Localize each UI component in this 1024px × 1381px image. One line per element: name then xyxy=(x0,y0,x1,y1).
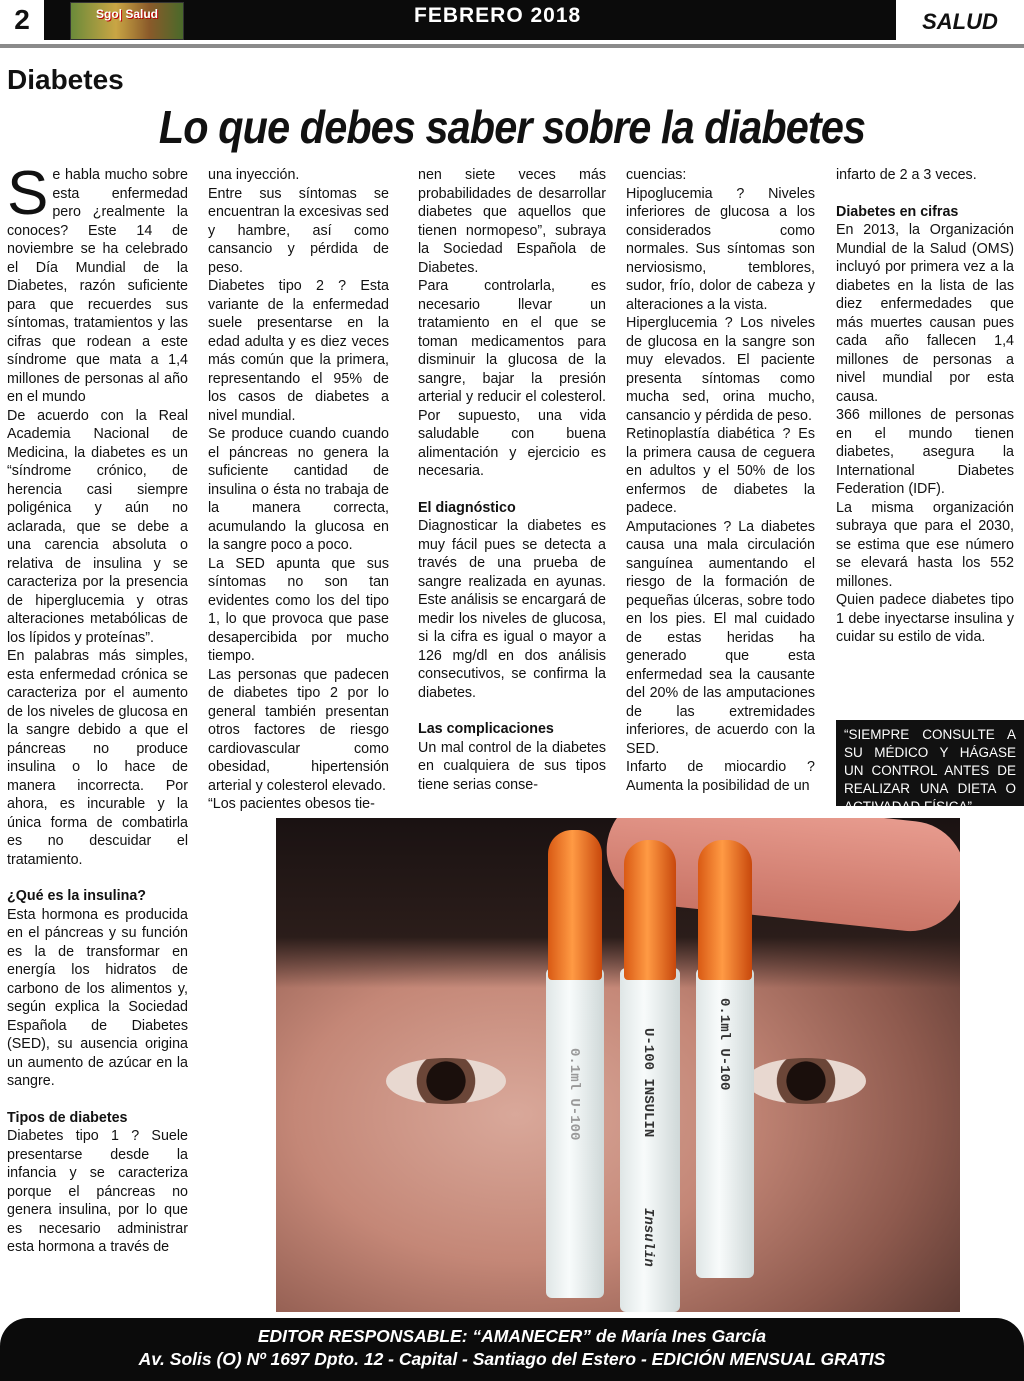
pull-quote: “SIEMPRE CONSULTE A SU MÉDICO Y HÁGASE UN CONTROL ANTES DE REALIZAR UNA DIETA O ACTIVADAD FÍSICA” xyxy=(836,720,1024,806)
syringe-label: Insulin xyxy=(640,1208,656,1267)
article-column-1 xyxy=(7,159,188,1257)
paragraph: En 2013, la Organización Mundial de la Salud (OMS) incluyó por primera vez a la diabetes en la lista de las diez enfermedades que más muertes causan pues cada año fallecen 1,4 millones de personas a nivel mundial por esta causa. xyxy=(836,222,1014,405)
footer-editor: EDITOR RESPONSABLE: “AMANECER” de María Ines García xyxy=(257,1326,767,1346)
syringe-1 xyxy=(546,968,604,1298)
paragraph: Retinoplastía diabética ? Es la primera causa de ceguera en adultos y el 50% de los enfermos de diabetes la padece. xyxy=(626,426,815,516)
paragraph: nen siete veces más probabilidades de desarrollar diabetes que aquellos que tienen normopeso”, subraya la Sociedad Española de Diabetes. xyxy=(418,167,606,276)
paragraph: Un mal control de la diabetes en cualquiera de sus tipos tiene serias conse- xyxy=(418,739,606,793)
article-column-3 xyxy=(418,166,606,794)
paragraph: Las personas que padecen de diabetes tipo 2 por lo general también presentan otros factores de riesgo cardiovascular como obesidad, hipertensión arterial y colesterol elevado. xyxy=(208,666,389,794)
syringe-2 xyxy=(620,968,680,1312)
paragraph: En palabras más simples, esta enfermedad crónica se caracteriza por el aumento de los niveles de glucosa en la sangre debido a que el páncreas no produce insulina o lo hace de manera incorrecta. Por ahora, es incurable y la única forma de combatirla es no descuidar el tratamiento. xyxy=(7,648,188,868)
article-column-4 xyxy=(626,166,815,795)
paragraph: Se habla mucho sobre esta enfermedad pero ¿realmente la conoces? Este 14 de noviembre se ha celebrado el Día Mundial de la Diabetes, razón suficiente para que recuerdes sus síntomas, tratamientos y las cifras que rodean a este síndrome que mata a 1,4 millones de personas al año en el mundo xyxy=(7,159,188,405)
paragraph: Amputaciones ? La diabetes causa una mala circulación sanguínea aumentando el riesgo de la formación de pequeñas úlceras, sobre todo en los pies. El mal cuidado de estas heridas ha generado que esta enfermedad sea la causante del 20% de las amputaciones de las extremidades inferiores, de acuerdo con la SED. xyxy=(626,518,815,757)
paragraph: La misma organización subraya que para el 2030, se estima que ese número se elevará hasta los 552 millones. xyxy=(836,499,1014,590)
article-column-2 xyxy=(208,166,389,814)
paragraph: 366 millones de personas en el mundo tienen diabetes, asegura la International Diabetes Federation (IDF). xyxy=(836,407,1014,497)
subheading: Las complicaciones xyxy=(418,721,554,737)
paragraph: “Los pacientes obesos tie- xyxy=(208,796,375,812)
paragraph: Diabetes tipo 2 ? Esta variante de la enfermedad suele presentarse en la edad adulta y es diez veces más común que la primera, representando el 95% de los casos de diabetes a nivel mundial. xyxy=(208,278,389,424)
syringe-label: 0.1ml U-100 xyxy=(716,998,732,1091)
section-label: SALUD xyxy=(896,0,1024,40)
paragraph: La SED apunta que sus síntomas no son tan evidentes como los del tipo 1, lo que provoca que pase desapercibida por mucho tiempo. xyxy=(208,555,389,664)
article-photo xyxy=(276,818,960,1312)
article-kicker: Diabetes xyxy=(7,64,124,95)
photo-eye-right xyxy=(746,1058,866,1104)
paragraph: Infarto de miocardio ? Aumenta la posibilidad de un xyxy=(626,759,815,794)
paragraph: Diagnosticar la diabetes es muy fácil pues se detecta a través de una prueba de sangre realizada en ayunas. Este análisis se encargará de medir los niveles de glucosa, si la cifra es igual o mayor a 126 mg/dl en dos análisis consecutivos, se confirma la diabetes. xyxy=(418,518,606,701)
subheading: ¿Qué es la insulina? xyxy=(7,888,147,904)
drop-cap: S xyxy=(7,159,49,228)
syringe-3 xyxy=(696,968,754,1278)
photo-eye-left xyxy=(386,1058,506,1104)
logo-text: Sgo| Salud xyxy=(95,7,159,21)
paragraph: Para controlarla, es necesario llevar un tratamiento en el que se toman medicamentos para disminuir la glucosa de la sangre, bajar la presión arterial y reducir el colesterol. Por supuesto, una vida saludable con buena alimentación y ejercicio es necesaria. xyxy=(418,278,606,479)
page-header xyxy=(0,0,1024,40)
issue-date: FEBRERO 2018 xyxy=(414,4,582,27)
article-headline: Lo que debes saber sobre la diabetes xyxy=(158,101,866,153)
paragraph: una inyección. xyxy=(208,167,300,183)
paragraph: Hiperglucemia ? Los niveles de glucosa en la sangre son muy elevados. El paciente presenta síntomas como mucha sed, orina mucho, cansancio y pérdida de peso. xyxy=(626,315,815,424)
footer-address: Av. Solis (O) Nº 1697 Dpto. 12 - Capital - Santiago del Estero - EDICIÓN MENSUAL GRATIS xyxy=(138,1349,886,1369)
article-column-5 xyxy=(836,166,1014,647)
syringe-cap-2 xyxy=(624,840,676,980)
page-number: 2 xyxy=(0,0,44,40)
header-divider xyxy=(0,44,1024,48)
syringe-cap-1 xyxy=(548,830,602,980)
publication-logo xyxy=(70,2,184,40)
paragraph: cuencias: xyxy=(626,167,687,183)
syringe-cap-3 xyxy=(698,840,752,980)
syringe-label: 0.1ml U-100 xyxy=(566,1048,582,1141)
paragraph: Se produce cuando cuando el páncreas no genera la suficiente cantidad de insulina o ésta no trabaja de la manera correcta, acumulando la glucosa en la sangre poco a poco. xyxy=(208,426,389,553)
paragraph: Esta hormona es producida en el páncreas y su función es la de transformar en energía los hidratos de carbono de los alimentos y, según explica la Sociedad Española de Diabetes (SED), su ausencia origina un aumento de azúcar en la sangre. xyxy=(7,906,188,1089)
paragraph: Quien padece diabetes tipo 1 debe inyectarse insulina y cuidar su estilo de vida. xyxy=(836,592,1014,645)
syringe-label: U-100 INSULIN xyxy=(640,1028,656,1138)
subheading: El diagnóstico xyxy=(418,499,516,516)
page-footer xyxy=(0,1318,1024,1381)
paragraph: Entre sus síntomas se encuentran la excesivas sed y hambre, así como cansancio y pérdida de peso. xyxy=(208,185,389,276)
paragraph: De acuerdo con la Real Academia Nacional de Medicina, la diabetes es un “síndrome crónico, de herencia casi siempre poligénica y aún no aclarada, que se debe a una carencia absoluta o relativa de insulina y se caracteriza por la presencia de hiperglucemia y otras alteraciones metabólicas de los lípidos y proteínas”. xyxy=(7,407,188,646)
paragraph: infarto de 2 a 3 veces. xyxy=(836,167,977,183)
subheading: Tipos de diabetes xyxy=(7,1109,128,1126)
paragraph: Diabetes tipo 1 ? Suele presentarse desde la infancia y se caracteriza porque el páncreas no genera insulina, por lo que es necesario administrar esta hormona a través de xyxy=(7,1128,188,1255)
paragraph: Hipoglucemia ? Niveles inferiores de glucosa a los considerados como normales. Sus síntomas son nerviosismo, temblores, sudor, frío, dolor de cabeza y alteraciones a la vista. xyxy=(626,185,815,313)
subheading: Diabetes en cifras xyxy=(836,203,959,220)
